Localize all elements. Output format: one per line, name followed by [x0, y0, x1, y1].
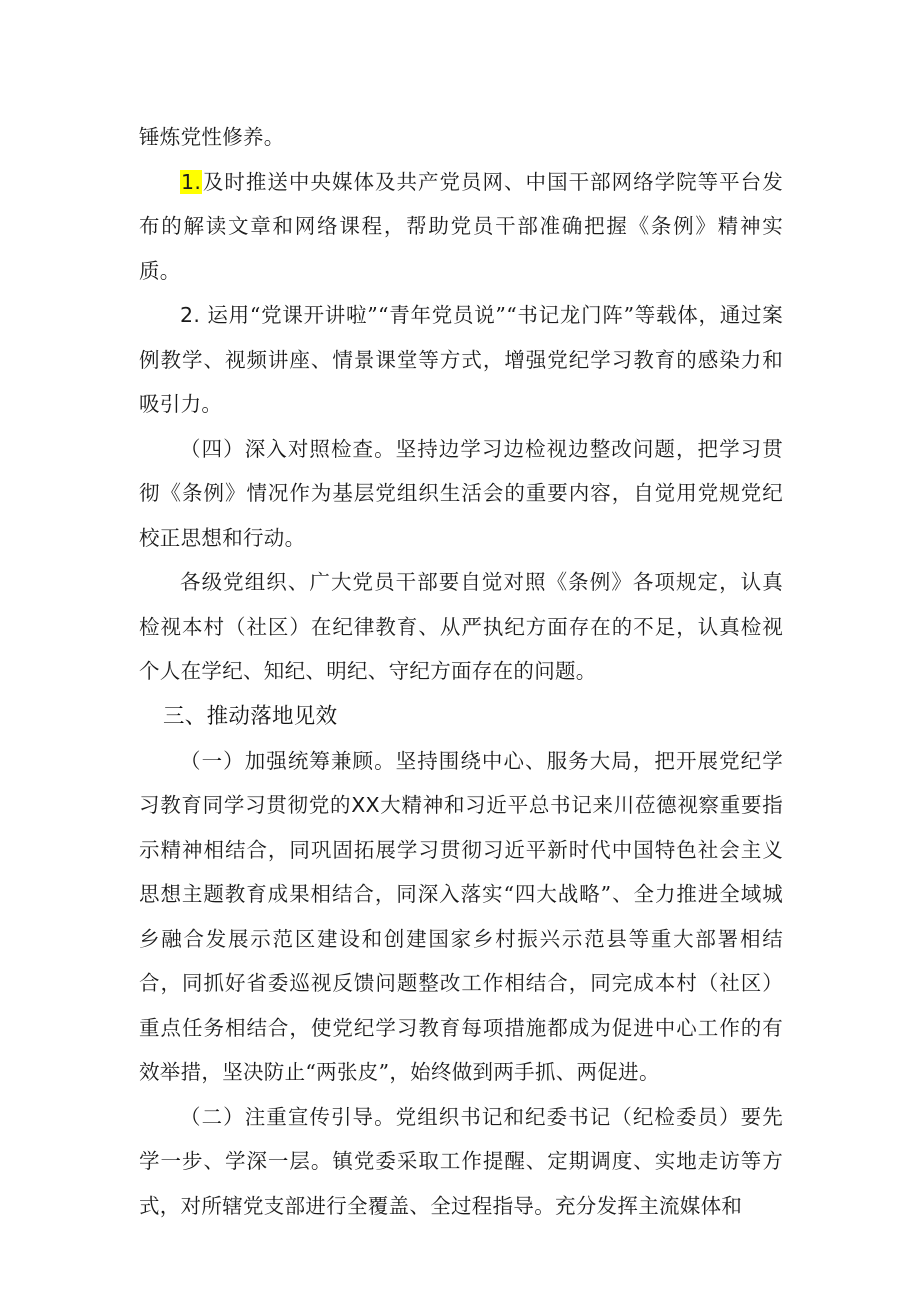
highlighted-number: 1.: [181, 169, 202, 194]
paragraph-item-1: [139, 160, 783, 294]
paragraph-section-4: （四）深入对照检查。坚持边学习边检视边整改问题，把学习贯彻《条例》情况作为基层党组织生活会的重要内容，自觉用党规党纪校正思想和行动。: [139, 436, 783, 550]
section-heading: 三、推动落地见效: [163, 703, 338, 729]
placeholder-xx: XX: [351, 793, 380, 817]
paragraph-coordination-part-a: （一）加强统筹兼顾。坚持围绕中心、服务大局，把开展党纪学习教育同学习贯彻党的: [139, 748, 783, 817]
paragraph-item-2-text: 运用“党课开讲啦”“青年党员说”“书记龙门阵”等载体，通过案例教学、视频讲座、情景课堂等方式，增强党纪学习教育的感染力和吸引力。: [139, 303, 783, 416]
paragraph-self-check: 各级党组织、广大党员干部要自觉对照《条例》各项规定，认真检视本村（社区）在纪律教育、从严执纪方面存在的不足，认真检视个人在学纪、知纪、明纪、守纪方面存在的问题。: [139, 570, 783, 683]
paragraph-publicity: （二）注重宣传引导。党组织书记和纪委书记（纪检委员）要先学一步、学深一层。镇党委采取工作提醒、定期调度、实地走访等方式，对所辖党支部进行全覆盖、全过程指导。充分发挥主流媒体和: [139, 1104, 783, 1218]
document-body: [139, 115, 783, 1228]
paragraph-item-2: [139, 293, 783, 427]
paragraph-coordination: [139, 739, 783, 1095]
paragraph-coordination-part-b: 大精神和习近平总书记来川莅德视察重要指示精神相结合，同巩固拓展学习贯彻习近平新时代中国特色社会主义思想主题教育成果相结合，同深入落实“四大战略”、全力推进全域城乡融合发展示范区建设和创建国家乡村振兴示范县等重大部署相结合，同抓好省委巡视反馈问题整改工作相结合，同完成本村（社区）重点任务相结合，使党纪学习教育每项措施都成为促进中心工作的有效举措，坚决防止“两张皮”，始终做到两手抓、两促进。: [139, 793, 784, 1084]
paragraph-item-1-text: 及时推送中央媒体及共产党员网、中国干部网络学院等平台发布的解读文章和网络课程，帮助党员干部准确把握《条例》精神实质。: [139, 169, 783, 283]
paragraph-continuation: 锤炼党性修养。: [139, 125, 285, 149]
item-number: 2.: [180, 303, 201, 327]
